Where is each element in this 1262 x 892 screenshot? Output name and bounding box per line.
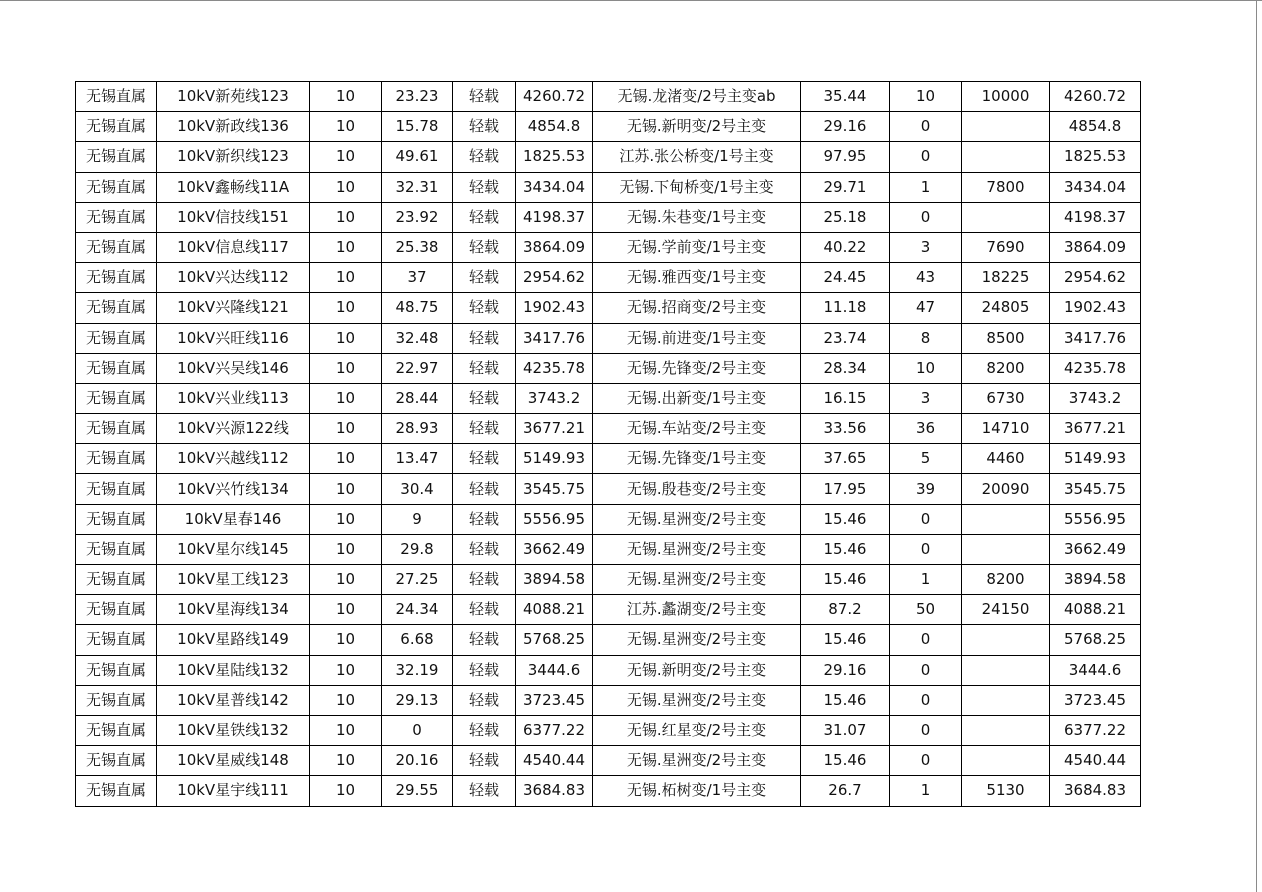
load-status-cell: 轻载 xyxy=(453,474,516,504)
available-capacity-cell: 4198.37 xyxy=(1050,202,1141,232)
load-status-cell: 轻载 xyxy=(453,746,516,776)
users-count-cell: 0 xyxy=(890,655,962,685)
capacity-cell: 3434.04 xyxy=(516,172,593,202)
voltage-cell: 10 xyxy=(310,746,382,776)
capacity-cell: 3444.6 xyxy=(516,655,593,685)
load-rate-cell: 37 xyxy=(382,263,453,293)
load-status-cell: 轻载 xyxy=(453,414,516,444)
line-name-cell: 10kV兴业线113 xyxy=(157,383,310,413)
transformer-load-cell: 87.2 xyxy=(801,595,890,625)
transformer-load-cell: 11.18 xyxy=(801,293,890,323)
capacity-cell: 3894.58 xyxy=(516,565,593,595)
transformer-cell: 无锡.殷巷变/2号主变 xyxy=(593,474,801,504)
users-capacity-cell xyxy=(962,534,1050,564)
users-capacity-cell: 14710 xyxy=(962,414,1050,444)
company-cell: 无锡直属 xyxy=(76,565,157,595)
line-name-cell: 10kV星尔线145 xyxy=(157,534,310,564)
available-capacity-cell: 3444.6 xyxy=(1050,655,1141,685)
voltage-cell: 10 xyxy=(310,293,382,323)
voltage-cell: 10 xyxy=(310,595,382,625)
company-cell: 无锡直属 xyxy=(76,323,157,353)
available-capacity-cell: 1825.53 xyxy=(1050,142,1141,172)
table-row xyxy=(76,232,1141,262)
capacity-cell: 3545.75 xyxy=(516,474,593,504)
users-capacity-cell xyxy=(962,112,1050,142)
available-capacity-cell: 5149.93 xyxy=(1050,444,1141,474)
users-count-cell: 50 xyxy=(890,595,962,625)
line-name-cell: 10kV星春146 xyxy=(157,504,310,534)
load-status-cell: 轻载 xyxy=(453,534,516,564)
users-count-cell: 43 xyxy=(890,263,962,293)
users-capacity-cell xyxy=(962,685,1050,715)
load-rate-cell: 32.31 xyxy=(382,172,453,202)
users-capacity-cell xyxy=(962,655,1050,685)
voltage-cell: 10 xyxy=(310,202,382,232)
load-status-cell: 轻载 xyxy=(453,685,516,715)
table-row xyxy=(76,595,1141,625)
load-status-cell: 轻载 xyxy=(453,625,516,655)
available-capacity-cell: 3864.09 xyxy=(1050,232,1141,262)
transformer-cell: 无锡.先锋变/1号主变 xyxy=(593,444,801,474)
capacity-cell: 4854.8 xyxy=(516,112,593,142)
transformer-load-cell: 15.46 xyxy=(801,746,890,776)
table-row xyxy=(76,746,1141,776)
line-name-cell: 10kV星宇线111 xyxy=(157,776,310,806)
load-rate-cell: 27.25 xyxy=(382,565,453,595)
table-row xyxy=(76,172,1141,202)
capacity-cell: 3684.83 xyxy=(516,776,593,806)
company-cell: 无锡直属 xyxy=(76,383,157,413)
load-rate-cell: 13.47 xyxy=(382,444,453,474)
transformer-cell: 无锡.星洲变/2号主变 xyxy=(593,625,801,655)
capacity-cell: 3864.09 xyxy=(516,232,593,262)
transformer-load-cell: 31.07 xyxy=(801,715,890,745)
transformer-cell: 无锡.下甸桥变/1号主变 xyxy=(593,172,801,202)
transformer-load-cell: 40.22 xyxy=(801,232,890,262)
capacity-cell: 3723.45 xyxy=(516,685,593,715)
capacity-cell: 5149.93 xyxy=(516,444,593,474)
load-rate-cell: 32.19 xyxy=(382,655,453,685)
users-count-cell: 1 xyxy=(890,565,962,595)
load-status-cell: 轻载 xyxy=(453,504,516,534)
load-rate-cell: 29.55 xyxy=(382,776,453,806)
users-count-cell: 8 xyxy=(890,323,962,353)
available-capacity-cell: 1902.43 xyxy=(1050,293,1141,323)
users-capacity-cell: 20090 xyxy=(962,474,1050,504)
users-count-cell: 0 xyxy=(890,746,962,776)
table-row xyxy=(76,685,1141,715)
transformer-load-cell: 26.7 xyxy=(801,776,890,806)
load-rate-cell: 23.23 xyxy=(382,82,453,112)
users-capacity-cell: 24805 xyxy=(962,293,1050,323)
voltage-cell: 10 xyxy=(310,353,382,383)
capacity-cell: 2954.62 xyxy=(516,263,593,293)
transformer-load-cell: 29.16 xyxy=(801,112,890,142)
capacity-cell: 3662.49 xyxy=(516,534,593,564)
line-name-cell: 10kV信技线151 xyxy=(157,202,310,232)
capacity-cell: 4260.72 xyxy=(516,82,593,112)
available-capacity-cell: 5768.25 xyxy=(1050,625,1141,655)
available-capacity-cell: 4854.8 xyxy=(1050,112,1141,142)
users-capacity-cell: 8200 xyxy=(962,353,1050,383)
users-count-cell: 36 xyxy=(890,414,962,444)
line-name-cell: 10kV兴达线112 xyxy=(157,263,310,293)
company-cell: 无锡直属 xyxy=(76,595,157,625)
load-rate-cell: 29.8 xyxy=(382,534,453,564)
company-cell: 无锡直属 xyxy=(76,263,157,293)
voltage-cell: 10 xyxy=(310,383,382,413)
line-name-cell: 10kV星铁线132 xyxy=(157,715,310,745)
transformer-load-cell: 15.46 xyxy=(801,685,890,715)
voltage-cell: 10 xyxy=(310,776,382,806)
table-row xyxy=(76,293,1141,323)
transformer-load-cell: 37.65 xyxy=(801,444,890,474)
users-count-cell: 1 xyxy=(890,172,962,202)
page-top-border xyxy=(0,0,1262,1)
load-status-cell: 轻载 xyxy=(453,715,516,745)
users-count-cell: 3 xyxy=(890,383,962,413)
users-capacity-cell xyxy=(962,202,1050,232)
table-row xyxy=(76,202,1141,232)
available-capacity-cell: 3545.75 xyxy=(1050,474,1141,504)
transformer-cell: 无锡.新明变/2号主变 xyxy=(593,112,801,142)
company-cell: 无锡直属 xyxy=(76,776,157,806)
load-rate-cell: 20.16 xyxy=(382,746,453,776)
available-capacity-cell: 3684.83 xyxy=(1050,776,1141,806)
transformer-load-cell: 29.16 xyxy=(801,655,890,685)
company-cell: 无锡直属 xyxy=(76,474,157,504)
load-status-cell: 轻载 xyxy=(453,383,516,413)
table-row xyxy=(76,776,1141,806)
load-status-cell: 轻载 xyxy=(453,776,516,806)
line-name-cell: 10kV星海线134 xyxy=(157,595,310,625)
transformer-load-cell: 15.46 xyxy=(801,625,890,655)
load-rate-cell: 28.44 xyxy=(382,383,453,413)
transformer-cell: 无锡.星洲变/2号主变 xyxy=(593,685,801,715)
load-status-cell: 轻载 xyxy=(453,232,516,262)
voltage-cell: 10 xyxy=(310,474,382,504)
load-status-cell: 轻载 xyxy=(453,263,516,293)
table-row xyxy=(76,353,1141,383)
company-cell: 无锡直属 xyxy=(76,172,157,202)
line-name-cell: 10kV信息线117 xyxy=(157,232,310,262)
line-name-cell: 10kV新政线136 xyxy=(157,112,310,142)
line-name-cell: 10kV鑫畅线11A xyxy=(157,172,310,202)
users-count-cell: 0 xyxy=(890,715,962,745)
table-row xyxy=(76,655,1141,685)
available-capacity-cell: 3662.49 xyxy=(1050,534,1141,564)
line-name-cell: 10kV兴旺线116 xyxy=(157,323,310,353)
users-count-cell: 10 xyxy=(890,82,962,112)
users-capacity-cell: 7690 xyxy=(962,232,1050,262)
voltage-cell: 10 xyxy=(310,414,382,444)
load-rate-cell: 6.68 xyxy=(382,625,453,655)
line-name-cell: 10kV星威线148 xyxy=(157,746,310,776)
transformer-load-cell: 28.34 xyxy=(801,353,890,383)
capacity-cell: 1825.53 xyxy=(516,142,593,172)
transformer-cell: 无锡.学前变/1号主变 xyxy=(593,232,801,262)
transformer-cell: 无锡.星洲变/2号主变 xyxy=(593,534,801,564)
users-capacity-cell xyxy=(962,504,1050,534)
users-capacity-cell: 6730 xyxy=(962,383,1050,413)
voltage-cell: 10 xyxy=(310,444,382,474)
company-cell: 无锡直属 xyxy=(76,715,157,745)
company-cell: 无锡直属 xyxy=(76,534,157,564)
company-cell: 无锡直属 xyxy=(76,746,157,776)
transformer-load-cell: 23.74 xyxy=(801,323,890,353)
users-count-cell: 5 xyxy=(890,444,962,474)
users-capacity-cell xyxy=(962,142,1050,172)
load-status-cell: 轻载 xyxy=(453,142,516,172)
voltage-cell: 10 xyxy=(310,715,382,745)
voltage-cell: 10 xyxy=(310,504,382,534)
available-capacity-cell: 3417.76 xyxy=(1050,323,1141,353)
company-cell: 无锡直属 xyxy=(76,444,157,474)
transformer-cell: 江苏.蠡湖变/2号主变 xyxy=(593,595,801,625)
company-cell: 无锡直属 xyxy=(76,112,157,142)
line-name-cell: 10kV兴隆线121 xyxy=(157,293,310,323)
transformer-load-cell: 33.56 xyxy=(801,414,890,444)
line-name-cell: 10kV新苑线123 xyxy=(157,82,310,112)
voltage-cell: 10 xyxy=(310,534,382,564)
company-cell: 无锡直属 xyxy=(76,202,157,232)
table-row xyxy=(76,414,1141,444)
company-cell: 无锡直属 xyxy=(76,293,157,323)
load-status-cell: 轻载 xyxy=(453,353,516,383)
users-capacity-cell: 8200 xyxy=(962,565,1050,595)
load-rate-cell: 25.38 xyxy=(382,232,453,262)
available-capacity-cell: 3677.21 xyxy=(1050,414,1141,444)
load-rate-cell: 30.4 xyxy=(382,474,453,504)
transformer-cell: 无锡.车站变/2号主变 xyxy=(593,414,801,444)
capacity-cell: 3417.76 xyxy=(516,323,593,353)
users-count-cell: 0 xyxy=(890,142,962,172)
table-row xyxy=(76,715,1141,745)
load-rate-cell: 32.48 xyxy=(382,323,453,353)
table-row xyxy=(76,625,1141,655)
company-cell: 无锡直属 xyxy=(76,685,157,715)
available-capacity-cell: 4235.78 xyxy=(1050,353,1141,383)
capacity-cell: 4540.44 xyxy=(516,746,593,776)
line-name-cell: 10kV兴越线112 xyxy=(157,444,310,474)
users-capacity-cell xyxy=(962,746,1050,776)
transformer-cell: 无锡.朱巷变/1号主变 xyxy=(593,202,801,232)
table-row xyxy=(76,474,1141,504)
capacity-cell: 4235.78 xyxy=(516,353,593,383)
load-rate-cell: 24.34 xyxy=(382,595,453,625)
line-name-cell: 10kV兴竹线134 xyxy=(157,474,310,504)
capacity-cell: 1902.43 xyxy=(516,293,593,323)
page-right-border xyxy=(1256,0,1257,892)
transformer-cell: 无锡.星洲变/2号主变 xyxy=(593,746,801,776)
voltage-cell: 10 xyxy=(310,172,382,202)
line-name-cell: 10kV星工线123 xyxy=(157,565,310,595)
transformer-load-cell: 15.46 xyxy=(801,534,890,564)
company-cell: 无锡直属 xyxy=(76,504,157,534)
table-row xyxy=(76,263,1141,293)
load-status-cell: 轻载 xyxy=(453,444,516,474)
transformer-cell: 无锡.前进变/1号主变 xyxy=(593,323,801,353)
transformer-load-cell: 35.44 xyxy=(801,82,890,112)
voltage-cell: 10 xyxy=(310,685,382,715)
available-capacity-cell: 3434.04 xyxy=(1050,172,1141,202)
feeder-load-table xyxy=(75,81,1141,807)
table-row xyxy=(76,504,1141,534)
users-count-cell: 1 xyxy=(890,776,962,806)
voltage-cell: 10 xyxy=(310,263,382,293)
voltage-cell: 10 xyxy=(310,655,382,685)
users-capacity-cell: 7800 xyxy=(962,172,1050,202)
line-name-cell: 10kV兴吴线146 xyxy=(157,353,310,383)
users-count-cell: 39 xyxy=(890,474,962,504)
capacity-cell: 6377.22 xyxy=(516,715,593,745)
load-rate-cell: 22.97 xyxy=(382,353,453,383)
line-name-cell: 10kV星普线142 xyxy=(157,685,310,715)
transformer-cell: 江苏.张公桥变/1号主变 xyxy=(593,142,801,172)
available-capacity-cell: 6377.22 xyxy=(1050,715,1141,745)
load-rate-cell: 49.61 xyxy=(382,142,453,172)
available-capacity-cell: 4260.72 xyxy=(1050,82,1141,112)
users-count-cell: 3 xyxy=(890,232,962,262)
load-status-cell: 轻载 xyxy=(453,293,516,323)
available-capacity-cell: 3894.58 xyxy=(1050,565,1141,595)
transformer-cell: 无锡.星洲变/2号主变 xyxy=(593,504,801,534)
company-cell: 无锡直属 xyxy=(76,82,157,112)
load-status-cell: 轻载 xyxy=(453,323,516,353)
load-rate-cell: 9 xyxy=(382,504,453,534)
voltage-cell: 10 xyxy=(310,565,382,595)
transformer-cell: 无锡.红星变/2号主变 xyxy=(593,715,801,745)
available-capacity-cell: 2954.62 xyxy=(1050,263,1141,293)
available-capacity-cell: 5556.95 xyxy=(1050,504,1141,534)
capacity-cell: 4198.37 xyxy=(516,202,593,232)
transformer-cell: 无锡.出新变/1号主变 xyxy=(593,383,801,413)
table-row xyxy=(76,82,1141,112)
transformer-load-cell: 24.45 xyxy=(801,263,890,293)
users-count-cell: 0 xyxy=(890,504,962,534)
voltage-cell: 10 xyxy=(310,625,382,655)
users-count-cell: 0 xyxy=(890,685,962,715)
table-body xyxy=(76,82,1141,807)
transformer-cell: 无锡.招商变/2号主变 xyxy=(593,293,801,323)
company-cell: 无锡直属 xyxy=(76,142,157,172)
voltage-cell: 10 xyxy=(310,232,382,262)
load-rate-cell: 48.75 xyxy=(382,293,453,323)
capacity-cell: 3743.2 xyxy=(516,383,593,413)
users-capacity-cell xyxy=(962,625,1050,655)
transformer-cell: 无锡.先锋变/2号主变 xyxy=(593,353,801,383)
users-count-cell: 47 xyxy=(890,293,962,323)
users-capacity-cell: 18225 xyxy=(962,263,1050,293)
transformer-cell: 无锡.星洲变/2号主变 xyxy=(593,565,801,595)
users-count-cell: 0 xyxy=(890,202,962,232)
load-status-cell: 轻载 xyxy=(453,82,516,112)
table-row xyxy=(76,142,1141,172)
company-cell: 无锡直属 xyxy=(76,655,157,685)
load-status-cell: 轻载 xyxy=(453,565,516,595)
transformer-cell: 无锡.雅西变/1号主变 xyxy=(593,263,801,293)
available-capacity-cell: 3743.2 xyxy=(1050,383,1141,413)
available-capacity-cell: 4088.21 xyxy=(1050,595,1141,625)
load-status-cell: 轻载 xyxy=(453,172,516,202)
company-cell: 无锡直属 xyxy=(76,353,157,383)
load-rate-cell: 29.13 xyxy=(382,685,453,715)
load-rate-cell: 23.92 xyxy=(382,202,453,232)
voltage-cell: 10 xyxy=(310,142,382,172)
capacity-cell: 3677.21 xyxy=(516,414,593,444)
capacity-cell: 4088.21 xyxy=(516,595,593,625)
line-name-cell: 10kV新织线123 xyxy=(157,142,310,172)
load-rate-cell: 15.78 xyxy=(382,112,453,142)
transformer-load-cell: 97.95 xyxy=(801,142,890,172)
load-status-cell: 轻载 xyxy=(453,112,516,142)
available-capacity-cell: 4540.44 xyxy=(1050,746,1141,776)
transformer-load-cell: 15.46 xyxy=(801,565,890,595)
table-row xyxy=(76,383,1141,413)
users-count-cell: 0 xyxy=(890,625,962,655)
load-rate-cell: 0 xyxy=(382,715,453,745)
users-count-cell: 10 xyxy=(890,353,962,383)
line-name-cell: 10kV星陆线132 xyxy=(157,655,310,685)
line-name-cell: 10kV星路线149 xyxy=(157,625,310,655)
company-cell: 无锡直属 xyxy=(76,414,157,444)
transformer-load-cell: 29.71 xyxy=(801,172,890,202)
transformer-cell: 无锡.龙渚变/2号主变ab xyxy=(593,82,801,112)
load-status-cell: 轻载 xyxy=(453,202,516,232)
company-cell: 无锡直属 xyxy=(76,625,157,655)
transformer-cell: 无锡.新明变/2号主变 xyxy=(593,655,801,685)
table-row xyxy=(76,112,1141,142)
voltage-cell: 10 xyxy=(310,323,382,353)
transformer-cell: 无锡.柘树变/1号主变 xyxy=(593,776,801,806)
table-row xyxy=(76,565,1141,595)
users-capacity-cell: 10000 xyxy=(962,82,1050,112)
load-status-cell: 轻载 xyxy=(453,655,516,685)
line-name-cell: 10kV兴源122线 xyxy=(157,414,310,444)
table-row xyxy=(76,444,1141,474)
voltage-cell: 10 xyxy=(310,112,382,142)
users-count-cell: 0 xyxy=(890,112,962,142)
company-cell: 无锡直属 xyxy=(76,232,157,262)
load-rate-cell: 28.93 xyxy=(382,414,453,444)
users-capacity-cell: 5130 xyxy=(962,776,1050,806)
load-status-cell: 轻载 xyxy=(453,595,516,625)
table-row xyxy=(76,323,1141,353)
transformer-load-cell: 16.15 xyxy=(801,383,890,413)
users-count-cell: 0 xyxy=(890,534,962,564)
capacity-cell: 5556.95 xyxy=(516,504,593,534)
available-capacity-cell: 3723.45 xyxy=(1050,685,1141,715)
transformer-load-cell: 17.95 xyxy=(801,474,890,504)
table-row xyxy=(76,534,1141,564)
transformer-load-cell: 25.18 xyxy=(801,202,890,232)
users-capacity-cell xyxy=(962,715,1050,745)
transformer-load-cell: 15.46 xyxy=(801,504,890,534)
voltage-cell: 10 xyxy=(310,82,382,112)
users-capacity-cell: 8500 xyxy=(962,323,1050,353)
users-capacity-cell: 24150 xyxy=(962,595,1050,625)
users-capacity-cell: 4460 xyxy=(962,444,1050,474)
capacity-cell: 5768.25 xyxy=(516,625,593,655)
